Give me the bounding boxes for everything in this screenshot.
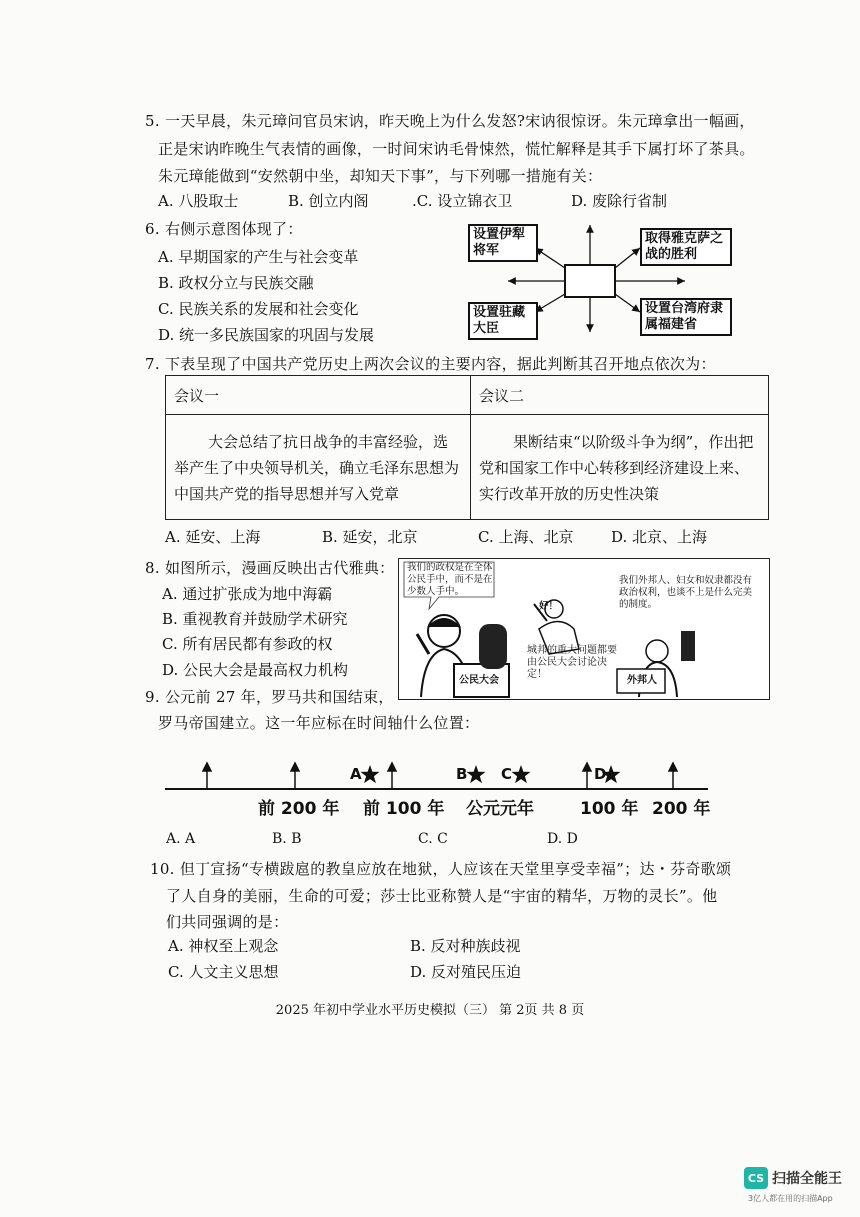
q9-option-c: C. C (418, 831, 448, 847)
q9-option-d: D. D (547, 831, 578, 847)
q6-box-bottom-left: 设置驻藏大臣 (468, 302, 538, 340)
q5-option-d: D. 废除行省制 (571, 192, 668, 210)
timeline-star-c: C (501, 765, 513, 783)
q9-stem-line1: 9. 公元前 27 年，罗马共和国结束， (145, 688, 394, 706)
timeline-label-200bc: 前 200 年 (258, 799, 340, 819)
q10-option-b: B. 反对种族歧视 (410, 937, 521, 955)
timeline-star-d: D (594, 765, 607, 783)
timeline-label-100ad: 100 年 (580, 799, 639, 819)
camscanner-tagline: 3亿人都在用的扫描App (748, 1194, 833, 1203)
q6-box-top-left: 设置伊犁将军 (468, 224, 538, 262)
q9-option-a: A. A (166, 831, 196, 847)
q6-option-c: C. 民族关系的发展和社会变化 (158, 300, 359, 318)
q6-option-a: A. 早期国家的产生与社会变革 (158, 248, 359, 266)
q7-header-1: 会议一 (166, 376, 471, 415)
q7-stem: 7. 下表呈现了中国共产党历史上两次会议的主要内容，据此判断其召开地点依次为： (145, 355, 716, 373)
q8-option-a: A. 通过扩张成为地中海霸 (162, 585, 333, 603)
q10-stem-line3: 们共同强调的是： (166, 913, 289, 931)
q8-cartoon (398, 558, 770, 700)
q7-table (165, 375, 769, 520)
cartoon-bubble-foreigner: 我们外邦人、妇女和奴隶都没有政治权利，也谈不上是什么完美的制度。 (619, 575, 753, 610)
page-footer: 2025 年初中学业水平历史模拟（三） 第 2页 共 8 页 (275, 1003, 585, 1018)
q10-stem-line2: 了人自身的美丽，生命的可爱；莎士比亚称赞人是“宇宙的精华，万物的灵长”。他 (166, 887, 718, 905)
camscanner-logo-icon: CS (744, 1167, 768, 1189)
cartoon-bubble-citizen: 我们的政权是在全体公民手中，而不是在少数人手中。 (407, 562, 493, 597)
q7-cell-2: 果断结束“以阶级斗争为纲”，作出把党和国家工作中心转移到经济建设上来、实行改革开放的历史性决策 (471, 415, 769, 520)
q5-stem-line3: 朱元璋能做到“安然朝中坐，却知天下事”，与下列哪一措施有关： (158, 167, 603, 185)
q7-option-c: C. 上海、北京 (478, 528, 574, 546)
q9-option-b: B. B (272, 831, 302, 847)
q5-option-b: B. 创立内阁 (288, 192, 369, 210)
q6-box-bottom-right: 设置台湾府隶属福建省 (640, 298, 732, 336)
q5-stem-line2: 正是宋讷昨晚生气表情的画像，一时间宋讷毛骨悚然，慌忙解释是其手下属打坏了茶具。 (158, 140, 755, 158)
timeline-star-b: B (456, 765, 468, 783)
timeline-star-a: A (350, 765, 362, 783)
q7-header-2: 会议二 (471, 376, 769, 415)
timeline-label-100bc: 前 100 年 (363, 799, 445, 819)
q8-option-b: B. 重视教育并鼓励学术研究 (162, 610, 348, 628)
q10-option-d: D. 反对殖民压迫 (410, 963, 522, 981)
q5-option-a: A. 八股取士 (158, 192, 239, 210)
cartoon-sign-foreigner: 外邦人 (627, 675, 657, 686)
cartoon-sign-assembly: 公民大会 (459, 675, 499, 686)
q8-option-d: D. 公民大会是最高权力机构 (162, 661, 349, 679)
q6-option-d: D. 统一多民族国家的巩固与发展 (158, 326, 375, 344)
q8-stem: 8. 如图所示，漫画反映出古代雅典： (145, 559, 395, 577)
q7-cell-1: 大会总结了抗日战争的丰富经验，选举产生了中央领导机关，确立毛泽东思想为中国共产党的指导思想并写入党章 (166, 415, 471, 520)
q5-option-c: .C. 设立锦衣卫 (412, 192, 513, 210)
timeline-label-200ad: 200 年 (652, 799, 711, 819)
q10-stem-line1: 10. 但丁宣扬“专横跋扈的教皇应放在地狱，人应该在天堂里享受幸福”；达・芬奇歌颂 (150, 860, 732, 878)
q6-box-top-right: 取得雅克萨之战的胜利 (640, 228, 732, 266)
q9-stem-line2: 罗马帝国建立。这一年应标在时间轴什么位置： (158, 714, 480, 732)
q7-option-b: B. 延安，北京 (322, 528, 418, 546)
q5-stem-line1: 5. 一天早晨，朱元璋问官员宋讷，昨天晚上为什么发怒?宋讷很惊讶。朱元璋拿出一幅画， (145, 112, 755, 130)
timeline-label-year1: 公元元年 (466, 799, 534, 819)
q6-stem: 6. 右侧示意图体现了： (145, 220, 303, 238)
cartoon-caption: 城邦的重大问题都要由公民大会讨论决定！ (527, 645, 617, 680)
q7-option-a: A. 延安、上海 (165, 528, 261, 546)
cartoon-shout: 好！ (539, 601, 559, 612)
q6-option-b: B. 政权分立与民族交融 (158, 274, 314, 292)
camscanner-name: 扫描全能王 (772, 1171, 842, 1187)
q10-option-c: C. 人文主义思想 (168, 963, 279, 981)
q8-option-c: C. 所有居民都有参政的权 (162, 635, 333, 653)
q10-option-a: A. 神权至上观念 (168, 937, 279, 955)
q7-option-d: D. 北京、上海 (611, 528, 708, 546)
